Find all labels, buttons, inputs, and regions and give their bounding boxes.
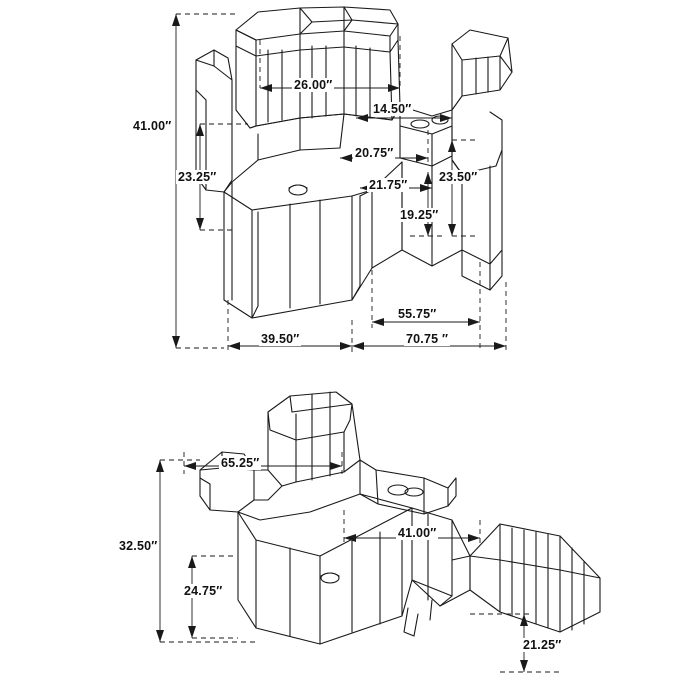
dim-recliner-reclined-height: 32.50″	[119, 539, 158, 553]
dim-recliner-extended-length: 65.25″	[221, 456, 260, 470]
dim-sofa-seat-height: 19.25″	[400, 208, 439, 222]
dim-sofa-console-width: 14.50″	[373, 102, 412, 116]
dim-sofa-side-depth: 39.50″	[261, 332, 300, 346]
dim-sofa-seat-back-width: 26.00″	[294, 78, 333, 92]
dim-recliner-seat-height: 24.75″	[184, 584, 223, 598]
dim-sofa-inner-depth: 55.75″	[398, 307, 437, 321]
dim-sofa-overall-height: 41.00″	[133, 119, 172, 133]
dim-recliner-footrest-height: 21.25″	[523, 638, 562, 652]
dim-sofa-arm-height: 23.50″	[439, 170, 478, 184]
dim-sofa-overall-width: 70.75 ″	[406, 332, 449, 346]
dim-sofa-seat-width: 21.75″	[369, 178, 408, 192]
dim-sofa-seat-back-height: 23.25″	[178, 170, 217, 184]
dim-recliner-width: 41.00″	[398, 526, 437, 540]
dim-sofa-seat-depth: 20.75″	[355, 146, 394, 160]
